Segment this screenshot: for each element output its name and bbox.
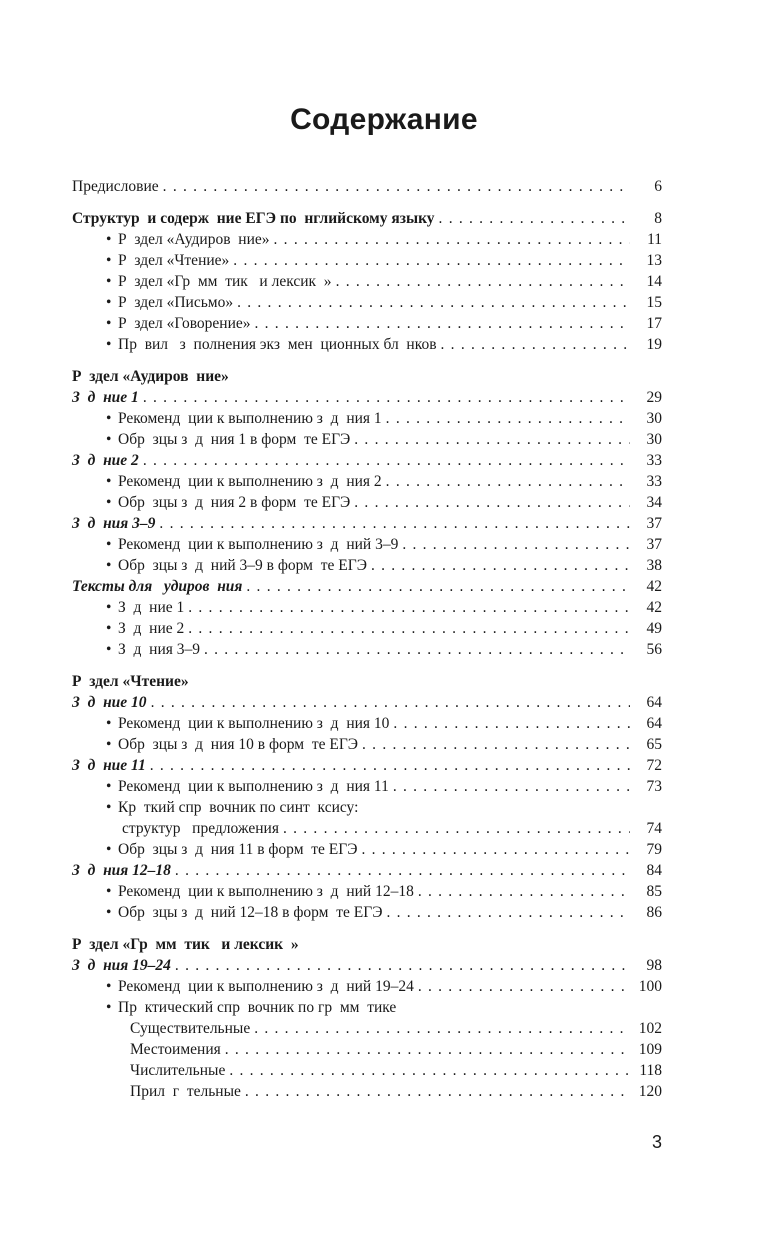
dot-leader <box>188 618 630 639</box>
toc-entry[interactable] <box>72 818 662 839</box>
table-of-contents <box>72 176 662 1102</box>
toc-page-number: 118 <box>639 1062 662 1079</box>
toc-page-number: 33 <box>646 452 662 469</box>
toc-entry-label: Рекоменд ции к выполнению з д ния 1 <box>118 410 382 427</box>
toc-entry[interactable] <box>72 292 662 313</box>
toc-entry-label: Р здел «Гр мм тик и лексик » <box>72 936 299 953</box>
toc-entry[interactable] <box>72 902 662 923</box>
toc-page-number: 14 <box>646 273 662 290</box>
toc-entry-label: Р здел «Чтение» <box>72 673 189 690</box>
toc-entry-label: Р здел «Говорение» <box>118 315 251 332</box>
toc-page-number: 19 <box>646 336 662 353</box>
bullet-icon: • <box>106 473 112 490</box>
toc-entry-label: Р здел «Аудиров ние» <box>118 231 270 248</box>
dot-leader <box>175 955 630 976</box>
toc-entry-label: Прил г тельные <box>130 1083 241 1100</box>
toc-entry-title <box>72 576 242 597</box>
toc-page-number: 73 <box>646 778 662 795</box>
toc-entry-title <box>106 618 184 639</box>
toc-entry[interactable] <box>72 976 662 997</box>
toc-page-number: 109 <box>638 1041 662 1058</box>
toc-entry[interactable] <box>72 639 662 660</box>
bullet-icon: • <box>106 315 112 332</box>
dot-leader <box>246 576 630 597</box>
dot-leader <box>175 860 630 881</box>
bullet-icon: • <box>106 410 112 427</box>
toc-entry-label: З д ния 3–9 <box>72 515 156 532</box>
toc-entry-title <box>72 934 299 955</box>
toc-entry[interactable] <box>72 513 662 534</box>
toc-page-number: 37 <box>646 536 662 553</box>
dot-leader <box>229 1060 630 1081</box>
toc-entry-title <box>106 797 358 818</box>
toc-page-number: 120 <box>638 1083 662 1100</box>
toc-entry-title <box>72 860 171 881</box>
toc-entry[interactable] <box>72 1060 662 1081</box>
toc-entry[interactable] <box>72 618 662 639</box>
bullet-icon: • <box>106 294 112 311</box>
section-gap <box>72 660 662 671</box>
toc-entry[interactable] <box>72 734 662 755</box>
dot-leader <box>143 387 630 408</box>
toc-entry-label: Р здел «Гр мм тик и лексик » <box>118 273 332 290</box>
toc-entry-title <box>106 250 229 271</box>
toc-page-number: 8 <box>654 210 662 227</box>
toc-entry-title <box>72 955 171 976</box>
toc-entry-label: Предисловие <box>72 178 159 195</box>
dot-leader <box>151 692 630 713</box>
toc-page-number: 30 <box>646 410 662 427</box>
toc-entry-label: Р здел «Письмо» <box>118 294 234 311</box>
toc-entry[interactable] <box>72 208 662 229</box>
toc-entry-title <box>106 776 389 797</box>
toc-page-number: 30 <box>646 431 662 448</box>
toc-entry-label: З д ние 11 <box>72 757 146 774</box>
toc-page-number: 72 <box>646 757 662 774</box>
toc-entry-label: Структур и содерж ние ЕГЭ по нглийскому языку <box>72 210 435 227</box>
toc-entry-label: Рекоменд ции к выполнению з д ний 19–24 <box>118 978 414 995</box>
toc-entry-title <box>106 976 414 997</box>
toc-entry[interactable] <box>72 229 662 250</box>
dot-leader <box>354 429 630 450</box>
toc-entry[interactable] <box>72 534 662 555</box>
toc-entry-title <box>106 997 396 1018</box>
bullet-icon: • <box>106 620 112 637</box>
toc-entry-title <box>106 639 200 660</box>
toc-entry[interactable] <box>72 776 662 797</box>
toc-entry-label: Местоимения <box>130 1041 221 1058</box>
toc-entry-label: Р здел «Аудиров ние» <box>72 368 229 385</box>
toc-page-number: 11 <box>647 231 662 248</box>
toc-entry-label: Числительные <box>130 1062 226 1079</box>
toc-entry-label: Рекоменд ции к выполнению з д ний 12–18 <box>118 883 414 900</box>
section-gap <box>72 355 662 366</box>
dot-leader <box>371 555 630 576</box>
dot-leader <box>159 513 630 534</box>
toc-entry-title <box>72 450 139 471</box>
toc-entry-label: Пр вил з полнения экз мен ционных бл нков <box>118 336 437 353</box>
toc-page-number: 56 <box>646 641 662 658</box>
toc-entry-label: Обр зцы з д ния 11 в форм те ЕГЭ <box>118 841 358 858</box>
toc-entry-title <box>106 334 437 355</box>
dot-leader <box>361 839 630 860</box>
toc-entry[interactable] <box>72 997 662 1018</box>
toc-entry-title <box>106 534 398 555</box>
toc-entry[interactable] <box>72 934 662 955</box>
bullet-icon: • <box>106 999 112 1016</box>
dot-leader <box>336 271 630 292</box>
bullet-icon: • <box>106 557 112 574</box>
toc-entry-label: Обр зцы з д ний 3–9 в форм те ЕГЭ <box>118 557 367 574</box>
dot-leader <box>386 408 630 429</box>
dot-leader <box>237 292 630 313</box>
toc-entry-title <box>106 902 382 923</box>
toc-entry[interactable] <box>72 271 662 292</box>
toc-entry-label: структур предложения <box>122 820 279 837</box>
dot-leader <box>204 639 630 660</box>
dot-leader <box>283 818 630 839</box>
toc-entry-label: Пр ктический спр вочник по гр мм тике <box>118 999 397 1016</box>
dot-leader <box>402 534 630 555</box>
toc-entry[interactable] <box>72 334 662 355</box>
toc-page-number: 29 <box>646 389 662 406</box>
toc-entry-label: Рекоменд ции к выполнению з д ний 3–9 <box>118 536 399 553</box>
toc-entry-title <box>72 208 435 229</box>
toc-entry[interactable] <box>72 713 662 734</box>
toc-entry-title <box>106 429 350 450</box>
toc-entry[interactable] <box>72 492 662 513</box>
toc-entry-label: Обр зцы з д ния 10 в форм те ЕГЭ <box>118 736 359 753</box>
dot-leader <box>386 471 630 492</box>
toc-entry-title <box>130 1039 221 1060</box>
toc-entry-title <box>130 1018 250 1039</box>
toc-entry-label: З д ние 1 <box>118 599 185 616</box>
toc-page-number: 100 <box>638 978 662 995</box>
dot-leader <box>386 902 630 923</box>
toc-entry[interactable] <box>72 555 662 576</box>
dot-leader <box>418 976 630 997</box>
toc-entry-label: З д ния 3–9 <box>118 641 200 658</box>
toc-entry-title <box>72 513 155 534</box>
bullet-icon: • <box>106 841 112 858</box>
bullet-icon: • <box>106 904 112 921</box>
toc-entry[interactable] <box>72 250 662 271</box>
dot-leader <box>354 492 630 513</box>
toc-page-number: 42 <box>646 578 662 595</box>
bullet-icon: • <box>106 494 112 511</box>
bullet-icon: • <box>106 336 112 353</box>
toc-entry-title <box>72 692 147 713</box>
bullet-icon: • <box>106 252 112 269</box>
toc-entry-title <box>106 839 357 860</box>
toc-entry[interactable] <box>72 1081 662 1102</box>
toc-entry-title <box>106 555 367 576</box>
bullet-icon: • <box>106 231 112 248</box>
toc-entry[interactable] <box>72 450 662 471</box>
dot-leader <box>393 776 630 797</box>
toc-page-number: 86 <box>646 904 662 921</box>
toc-entry[interactable] <box>72 313 662 334</box>
dot-leader <box>188 597 630 618</box>
dot-leader <box>362 734 630 755</box>
toc-entry-title <box>130 1060 225 1081</box>
toc-entry[interactable] <box>72 1018 662 1039</box>
toc-page-number: 49 <box>646 620 662 637</box>
dot-leader <box>143 450 630 471</box>
toc-entry-label: З д ние 10 <box>72 694 147 711</box>
toc-entry-title <box>106 408 382 429</box>
toc-entry-title <box>72 671 189 692</box>
toc-page-number: 79 <box>646 841 662 858</box>
toc-entry-label: Кр ткий спр вочник по синт ксису: <box>118 799 359 816</box>
toc-page-number: 102 <box>638 1020 662 1037</box>
toc-entry-label: Рекоменд ции к выполнению з д ния 11 <box>118 778 389 795</box>
dot-leader <box>274 229 630 250</box>
toc-entry-title <box>106 713 389 734</box>
toc-entry-label: З д ние 2 <box>72 452 139 469</box>
toc-entry[interactable] <box>72 176 662 197</box>
toc-entry[interactable] <box>72 387 662 408</box>
toc-page-number: 13 <box>646 252 662 269</box>
toc-page-number: 84 <box>646 862 662 879</box>
toc-entry-title <box>72 755 146 776</box>
toc-entry-label: Рекоменд ции к выполнению з д ния 10 <box>118 715 390 732</box>
toc-entry-label: Рекоменд ции к выполнению з д ния 2 <box>118 473 382 490</box>
toc-page-number: 85 <box>646 883 662 900</box>
section-gap <box>72 923 662 934</box>
toc-entry-title <box>106 471 382 492</box>
dot-leader <box>439 208 630 229</box>
bullet-icon: • <box>106 778 112 795</box>
toc-entry-label: З д ния 12–18 <box>72 862 171 879</box>
toc-entry-label: Р здел «Чтение» <box>118 252 230 269</box>
toc-page-number: 17 <box>646 315 662 332</box>
toc-entry-title <box>106 734 358 755</box>
toc-entry[interactable] <box>72 860 662 881</box>
toc-page-number: 38 <box>646 557 662 574</box>
dot-leader <box>254 1018 630 1039</box>
bullet-icon: • <box>106 641 112 658</box>
toc-page-number: 64 <box>646 715 662 732</box>
dot-leader <box>441 334 630 355</box>
bullet-icon: • <box>106 273 112 290</box>
page-title: Содержание <box>290 103 478 136</box>
toc-entry[interactable] <box>72 408 662 429</box>
toc-entry-label: З д ние 1 <box>72 389 139 406</box>
toc-entry[interactable] <box>72 366 662 387</box>
toc-entry[interactable] <box>72 797 662 818</box>
dot-leader <box>393 713 630 734</box>
section-gap <box>72 197 662 208</box>
dot-leader <box>150 755 630 776</box>
toc-entry-title <box>122 818 279 839</box>
toc-page-number: 65 <box>646 736 662 753</box>
toc-page-number: 6 <box>654 178 662 195</box>
bullet-icon: • <box>106 599 112 616</box>
toc-entry[interactable] <box>72 881 662 902</box>
toc-entry-title <box>72 387 139 408</box>
bullet-icon: • <box>106 883 112 900</box>
bullet-icon: • <box>106 978 112 995</box>
toc-entry[interactable] <box>72 429 662 450</box>
bullet-icon: • <box>106 431 112 448</box>
toc-entry[interactable] <box>72 839 662 860</box>
toc-entry[interactable] <box>72 671 662 692</box>
bullet-icon: • <box>106 536 112 553</box>
page-number: 3 <box>651 1132 662 1152</box>
toc-entry[interactable] <box>72 692 662 713</box>
dot-leader <box>418 881 630 902</box>
toc-entry-label: Обр зцы з д ний 12–18 в форм те ЕГЭ <box>118 904 383 921</box>
dot-leader <box>245 1081 630 1102</box>
toc-entry-title <box>106 492 350 513</box>
toc-entry[interactable] <box>72 576 662 597</box>
bullet-icon: • <box>106 736 112 753</box>
dot-leader <box>225 1039 630 1060</box>
bullet-icon: • <box>106 715 112 732</box>
toc-page-number: 98 <box>646 957 662 974</box>
toc-page-number: 64 <box>646 694 662 711</box>
toc-entry[interactable] <box>72 597 662 618</box>
toc-page-number: 33 <box>646 473 662 490</box>
toc-entry-title <box>106 313 251 334</box>
toc-page-number: 74 <box>646 820 662 837</box>
toc-entry-title <box>106 229 270 250</box>
bullet-icon: • <box>106 799 112 816</box>
toc-entry-label: Обр зцы з д ния 1 в форм те ЕГЭ <box>118 431 351 448</box>
toc-entry-title <box>106 271 332 292</box>
toc-entry-title <box>130 1081 241 1102</box>
toc-entry-label: З д ние 2 <box>118 620 185 637</box>
toc-page-number: 34 <box>646 494 662 511</box>
toc-entry-title <box>106 597 184 618</box>
dot-leader <box>255 313 631 334</box>
toc-entry-label: Тексты для удиров ния <box>72 578 243 595</box>
toc-page-number: 15 <box>646 294 662 311</box>
toc-entry-label: З д ния 19–24 <box>72 957 171 974</box>
toc-page-number: 37 <box>646 515 662 532</box>
toc-entry-label: Обр зцы з д ния 2 в форм те ЕГЭ <box>118 494 351 511</box>
toc-entry-title <box>106 292 233 313</box>
toc-page-number: 42 <box>646 599 662 616</box>
toc-entry[interactable] <box>72 955 662 976</box>
toc-entry-label: Существительные <box>130 1020 251 1037</box>
toc-entry[interactable] <box>72 1039 662 1060</box>
dot-leader <box>163 176 630 197</box>
toc-entry-title <box>106 881 414 902</box>
dot-leader <box>233 250 630 271</box>
toc-entry-title <box>72 366 229 387</box>
toc-entry[interactable] <box>72 755 662 776</box>
toc-entry[interactable] <box>72 471 662 492</box>
toc-entry-title <box>72 176 159 197</box>
